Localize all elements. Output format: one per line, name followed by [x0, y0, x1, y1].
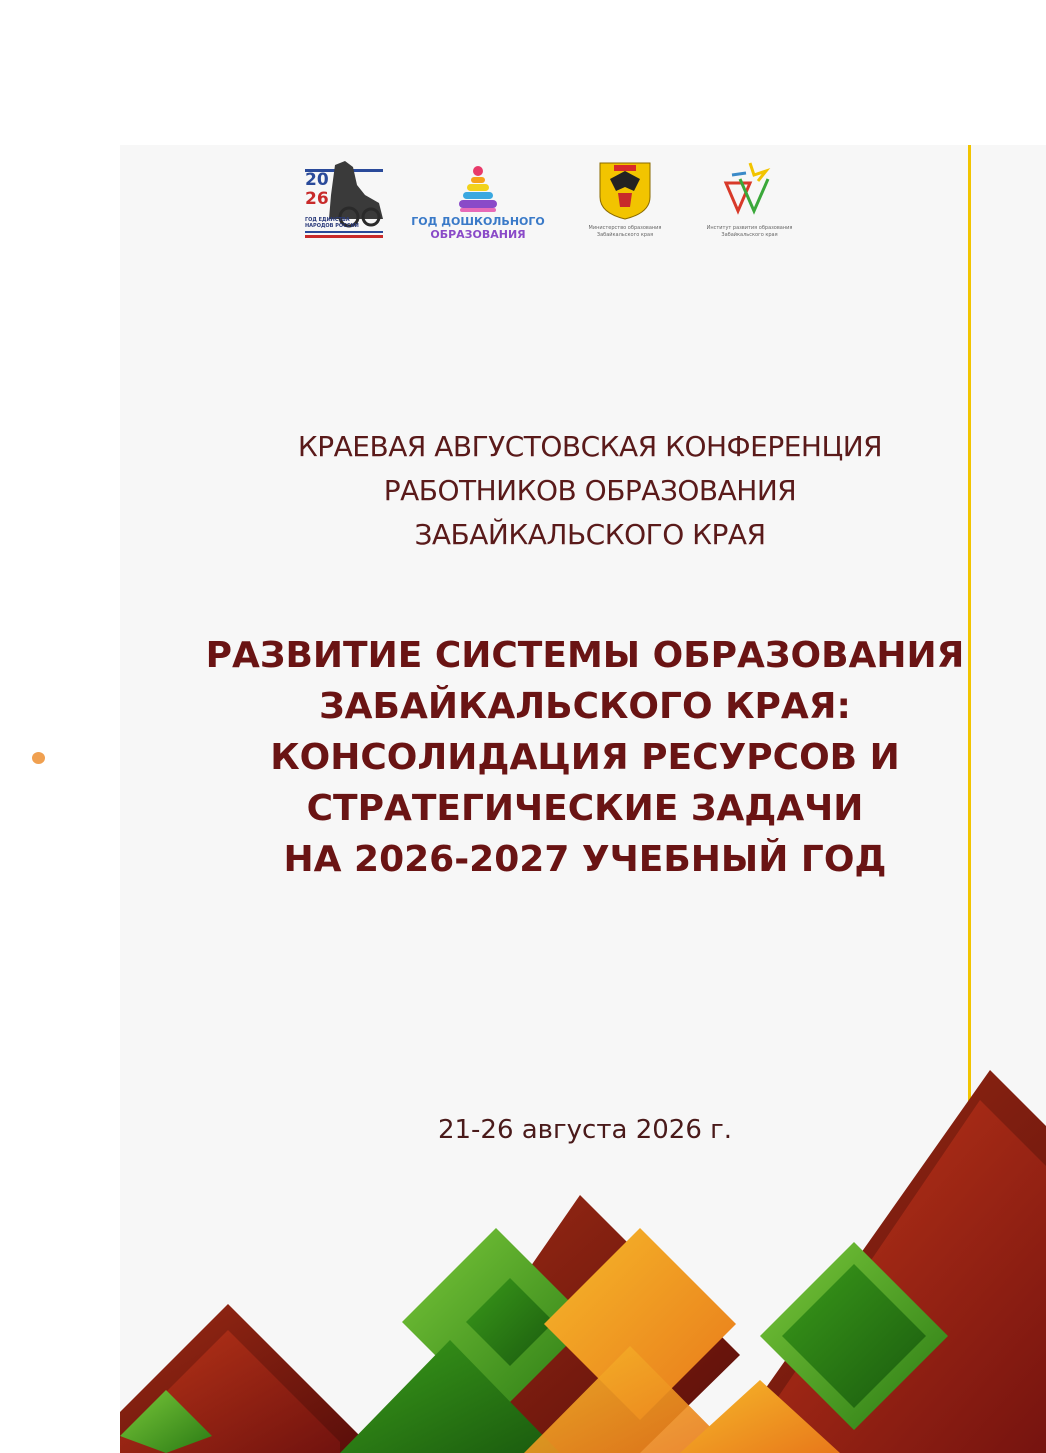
event-date: 21-26 августа 2026 г.: [437, 1115, 733, 1145]
conference-line-2: РАБОТНИКОВ ОБРАЗОВАНИЯ: [383, 474, 797, 507]
institute-emblem-icon: [692, 161, 807, 223]
main-title-line-4: СТРАТЕГИЧЕСКИЕ ЗАДАЧИ: [306, 788, 864, 829]
logo-2026-bottom: 26: [305, 189, 329, 209]
main-title-line-5: НА 2026-2027 УЧЕБНЫЙ ГОД: [283, 839, 887, 880]
preschool-line2: ОБРАЗОВАНИЯ: [430, 228, 526, 241]
main-title: [140, 630, 1030, 885]
logo-2026-caption: ГОД ЕДИНСТВА НАРОДОВ РОССИИ: [305, 217, 359, 229]
decorative-diamonds: [120, 1060, 1046, 1453]
logos-row: [120, 145, 1046, 265]
ministry-logo: [570, 161, 680, 247]
orange-dot: [32, 752, 45, 764]
ministry-caption-2: Забайкальского края: [596, 232, 654, 238]
logo-2026-top: 20: [305, 170, 329, 190]
conference-heading: [120, 425, 1046, 557]
ministry-caption-1: Министерство образования: [588, 225, 662, 231]
preschool-year-logo: [408, 163, 548, 243]
main-title-line-3: КОНСОЛИДАЦИЯ РЕСУРСОВ И: [270, 737, 900, 778]
conference-line-3: ЗАБАЙКАЛЬСКОГО КРАЯ: [414, 518, 766, 551]
year-of-unity-logo: [305, 155, 385, 241]
institute-caption-1: Институт развития образования: [706, 225, 793, 231]
toy-pyramid-icon: [408, 163, 548, 215]
main-title-line-1: РАЗВИТИЕ СИСТЕМЫ ОБРАЗОВАНИЯ: [205, 635, 965, 676]
conference-line-1: КРАЕВАЯ АВГУСТОВСКАЯ КОНФЕРЕНЦИЯ: [297, 430, 883, 463]
coat-of-arms-icon: [570, 161, 680, 223]
institute-logo: [692, 161, 807, 247]
institute-caption-2: Забайкальского края: [721, 232, 778, 238]
preschool-line1: ГОД ДОШКОЛЬНОГО: [411, 215, 545, 228]
main-title-line-2: ЗАБАЙКАЛЬСКОГО КРАЯ:: [319, 686, 851, 727]
